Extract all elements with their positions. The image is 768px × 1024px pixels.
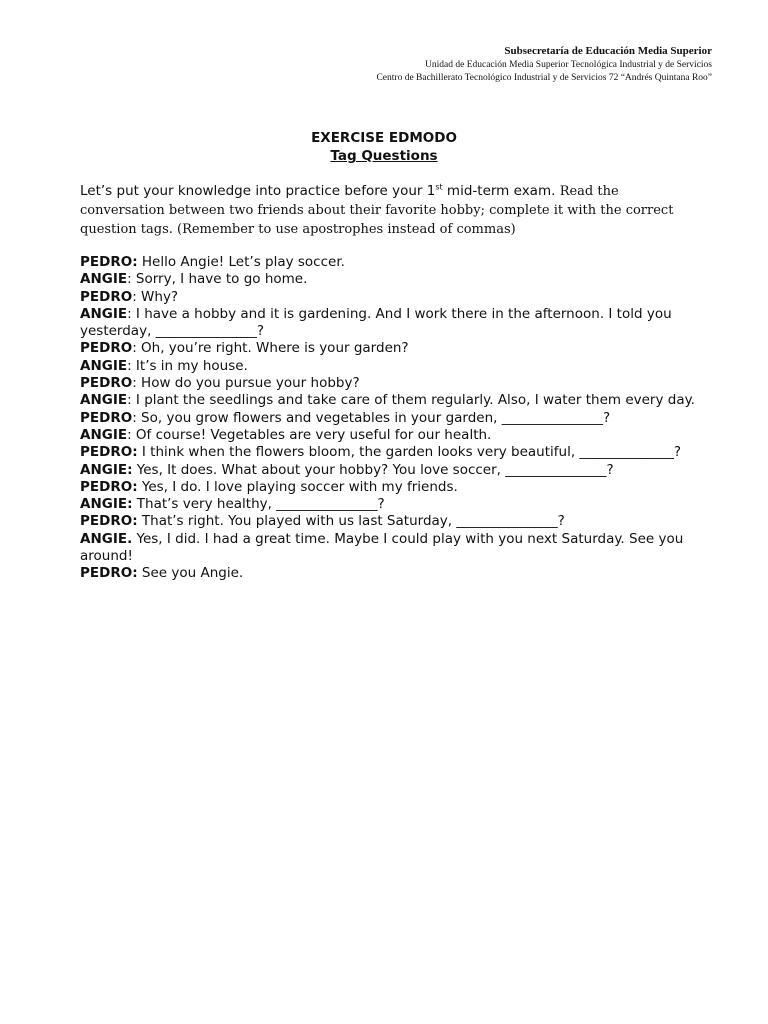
dialogue-line: [80, 375, 702, 392]
speaker-name: PEDRO:: [80, 513, 138, 530]
dialogue-text: : How do you pursue your hobby?: [132, 375, 360, 392]
speaker-name: ANGIE: [80, 392, 128, 409]
speaker-name: PEDRO:: [80, 565, 138, 582]
dialogue-text: Yes, I did. I had a great time. Maybe I could play with you next Saturday. See you around!: [80, 530, 684, 565]
dialogue-line: [80, 392, 702, 409]
dialogue-text: That’s very healthy, _______________?: [132, 496, 385, 513]
dialogue-text: See you Angie.: [137, 565, 244, 582]
dialogue-line: [80, 444, 702, 461]
dialogue-line: [80, 462, 702, 479]
speaker-name: ANGIE: [80, 426, 128, 443]
dialogue-text: : Sorry, I have to go home.: [127, 271, 308, 288]
document-title: EXERCISE EDMODO: [311, 130, 457, 146]
speaker-name: ANGIE:: [80, 461, 133, 478]
dialogue-line: [80, 358, 702, 375]
dialogue-text: : Of course! Vegetables are very useful for our health.: [127, 426, 492, 443]
intro-part-1: Let’s put your knowledge into practice before your 1: [80, 183, 436, 199]
dialogue-line: [80, 479, 702, 496]
dialogue-text: Yes, I do. I love playing soccer with my friends.: [137, 478, 458, 495]
dialogue-text: : Why?: [132, 288, 179, 305]
dialogue-text: : Oh, you’re right. Where is your garden?: [132, 340, 409, 357]
dialogue-text: I think when the flowers bloom, the garden looks very beautiful, ______________?: [137, 444, 682, 461]
dialogue-line: [80, 271, 702, 288]
speaker-name: PEDRO: [80, 288, 133, 305]
instructions-paragraph: [80, 182, 700, 239]
speaker-name: PEDRO:: [80, 478, 138, 495]
speaker-name: PEDRO: [80, 340, 133, 357]
speaker-name: PEDRO: [80, 409, 133, 426]
document-subtitle: Tag Questions: [330, 148, 438, 164]
dialogue-line: [80, 410, 702, 427]
dialogue-line: [80, 254, 702, 271]
dialogue-text: : I plant the seedlings and take care of them regularly. Also, I water them every day.: [127, 392, 695, 409]
dialogue: [80, 254, 702, 583]
dialogue-line: [80, 531, 702, 566]
speaker-name: ANGIE: [80, 305, 128, 322]
title-block: [0, 129, 768, 165]
dialogue-text: Hello Angie! Let’s play soccer.: [137, 254, 345, 270]
dialogue-line: [80, 427, 702, 444]
dialogue-line: [80, 289, 702, 306]
dialogue-text: : I have a hobby and it is gardening. And I work there in the afternoon. I told you yesterday, _______________?: [80, 305, 672, 340]
speaker-name: ANGIE:: [80, 496, 133, 513]
speaker-name: ANGIE: [80, 271, 128, 288]
speaker-name: PEDRO: [80, 375, 133, 392]
header-line-1: Subsecretaría de Educación Media Superior: [504, 45, 712, 57]
institution-header: [376, 44, 712, 85]
speaker-name: PEDRO:: [80, 254, 138, 270]
intro-superscript: st: [435, 182, 443, 192]
dialogue-text: That’s right. You played with us last Saturday, _______________?: [137, 513, 565, 530]
speaker-name: PEDRO:: [80, 444, 138, 461]
dialogue-line: [80, 565, 702, 582]
dialogue-text: : It’s in my house.: [127, 357, 248, 374]
header-line-2: Unidad de Educación Media Superior Tecnológica Industrial y de Servicios: [425, 60, 712, 70]
intro-part-3: Read the conversation between two friends about their favorite hobby; complete it with the correct question tags. (Remember to use apostrophes instead of commas): [80, 184, 674, 237]
dialogue-text: : So, you grow flowers and vegetables in your garden, _______________?: [132, 409, 611, 426]
dialogue-line: [80, 513, 702, 530]
dialogue-line: [80, 340, 702, 357]
speaker-name: ANGIE.: [80, 530, 133, 547]
header-line-3: Centro de Bachillerato Tecnológico Industrial y de Servicios 72 “Andrés Quintana Roo”: [376, 73, 712, 83]
dialogue-line: [80, 306, 702, 341]
dialogue-text: Yes, It does. What about your hobby? You love soccer, _______________?: [132, 461, 614, 478]
dialogue-line: [80, 496, 702, 513]
speaker-name: ANGIE: [80, 357, 128, 374]
intro-part-2: mid-term exam.: [442, 183, 560, 199]
